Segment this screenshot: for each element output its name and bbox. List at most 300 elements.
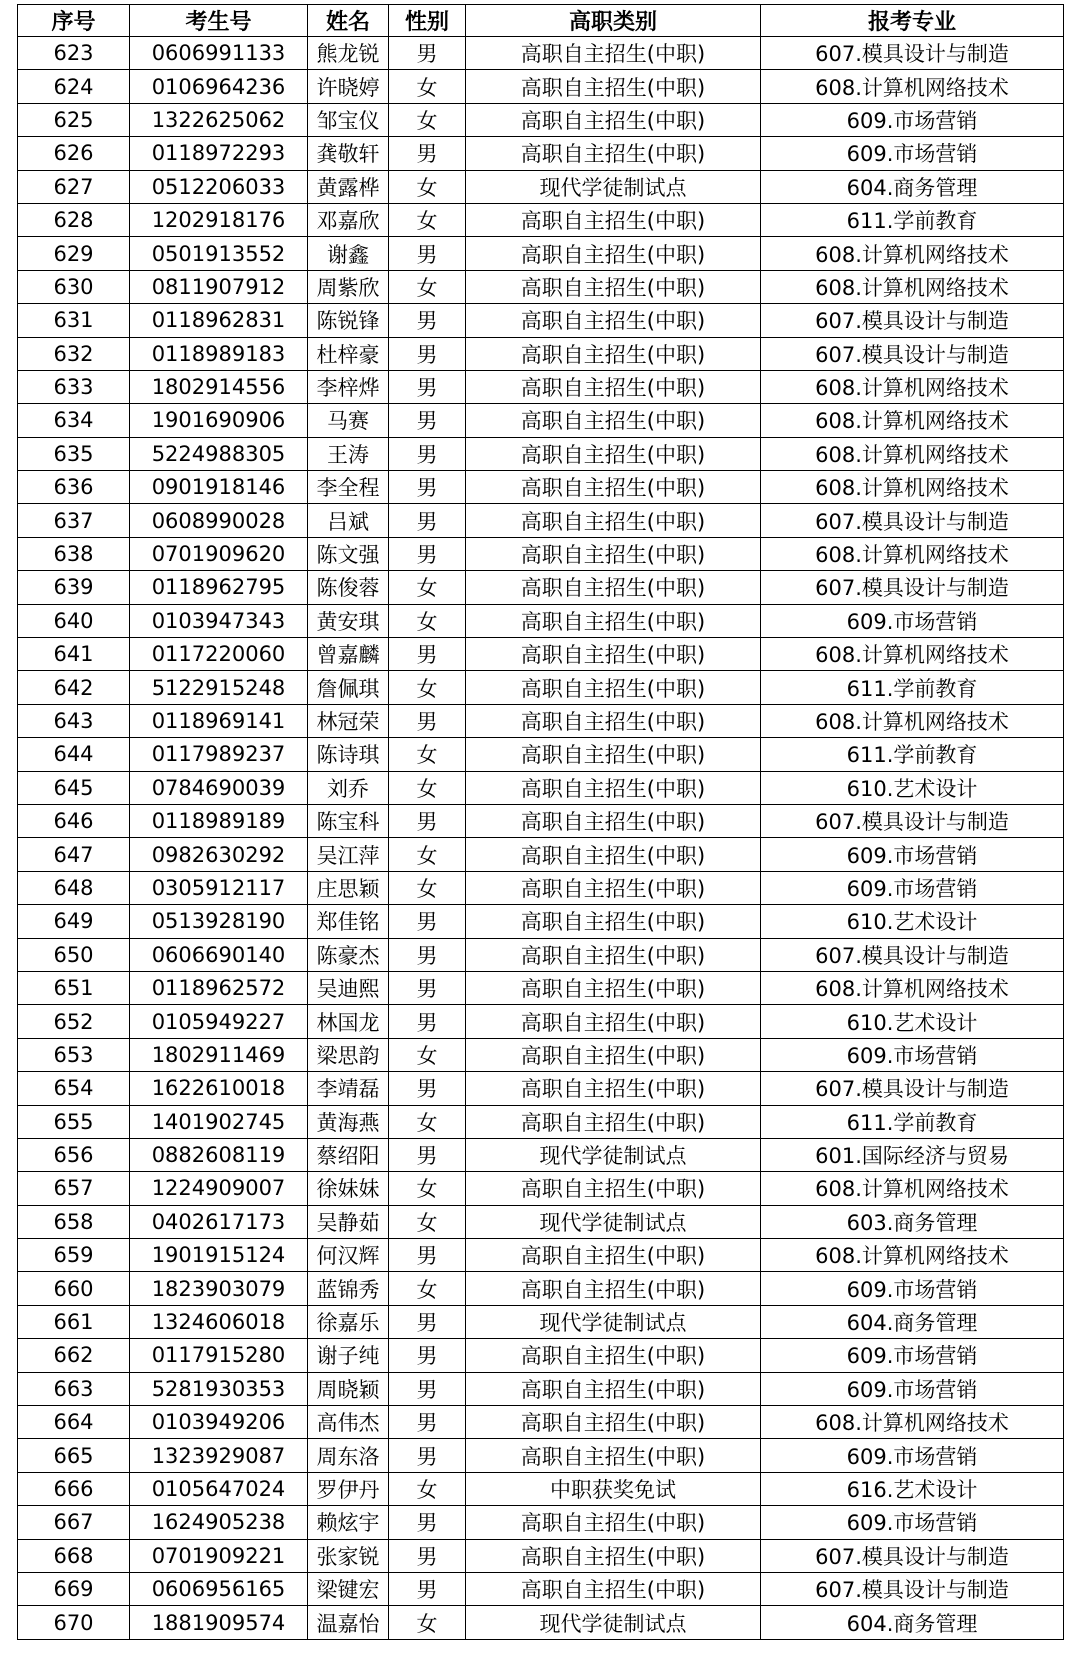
cell-exam-id: 1322625062: [130, 103, 308, 136]
cell-gender: 男: [389, 804, 466, 837]
cell-major: 611.学前教育: [761, 203, 1064, 236]
table-row: [18, 1472, 1064, 1505]
cell-gender: 女: [389, 70, 466, 103]
table-row: [18, 971, 1064, 1004]
cell-exam-id: 0118969141: [130, 704, 308, 737]
cell-category: 高职自主招生(中职): [466, 270, 761, 303]
cell-major: 607.模具设计与制造: [761, 504, 1064, 537]
cell-serial: 656: [18, 1138, 130, 1171]
cell-serial: 632: [18, 337, 130, 370]
cell-exam-id: 1802914556: [130, 370, 308, 403]
cell-major: 608.计算机网络技术: [761, 638, 1064, 671]
cell-category: 高职自主招生(中职): [466, 838, 761, 871]
cell-serial: 635: [18, 437, 130, 470]
cell-gender: 男: [389, 1506, 466, 1539]
cell-major: 609.市场营销: [761, 604, 1064, 637]
cell-category: 高职自主招生(中职): [466, 237, 761, 270]
table-row: [18, 103, 1064, 136]
cell-exam-id: 0105949227: [130, 1005, 308, 1038]
cell-serial: 626: [18, 137, 130, 170]
cell-gender: 男: [389, 1339, 466, 1372]
cell-category: 高职自主招生(中职): [466, 804, 761, 837]
table-row: [18, 1439, 1064, 1472]
cell-exam-id: 5224988305: [130, 437, 308, 470]
cell-serial: 630: [18, 270, 130, 303]
cell-name: 陈宝科: [308, 804, 389, 837]
cell-gender: 女: [389, 1172, 466, 1205]
cell-gender: 男: [389, 1439, 466, 1472]
cell-major: 609.市场营销: [761, 137, 1064, 170]
cell-serial: 657: [18, 1172, 130, 1205]
cell-category: 高职自主招生(中职): [466, 103, 761, 136]
cell-gender: 男: [389, 1138, 466, 1171]
cell-gender: 女: [389, 738, 466, 771]
table-row: [18, 871, 1064, 904]
table-row: [18, 638, 1064, 671]
cell-category: 高职自主招生(中职): [466, 203, 761, 236]
cell-gender: 男: [389, 437, 466, 470]
cell-name: 林冠荣: [308, 704, 389, 737]
cell-serial: 666: [18, 1472, 130, 1505]
cell-exam-id: 0118962831: [130, 304, 308, 337]
cell-gender: 女: [389, 103, 466, 136]
cell-exam-id: 0105647024: [130, 1472, 308, 1505]
cell-category: 高职自主招生(中职): [466, 437, 761, 470]
cell-category: 高职自主招生(中职): [466, 604, 761, 637]
cell-name: 谢子纯: [308, 1339, 389, 1372]
cell-serial: 662: [18, 1339, 130, 1372]
cell-category: 现代学徒制试点: [466, 170, 761, 203]
cell-serial: 661: [18, 1305, 130, 1338]
cell-name: 庄思颖: [308, 871, 389, 904]
cell-gender: 男: [389, 1005, 466, 1038]
cell-exam-id: 0811907912: [130, 270, 308, 303]
cell-name: 曾嘉麟: [308, 638, 389, 671]
cell-category: 高职自主招生(中职): [466, 671, 761, 704]
cell-serial: 636: [18, 471, 130, 504]
cell-serial: 642: [18, 671, 130, 704]
cell-name: 谢鑫: [308, 237, 389, 270]
cell-exam-id: 1324606018: [130, 1305, 308, 1338]
cell-major: 609.市场营销: [761, 103, 1064, 136]
cell-gender: 女: [389, 838, 466, 871]
cell-name: 陈锐锋: [308, 304, 389, 337]
table-row: [18, 203, 1064, 236]
cell-gender: 女: [389, 1205, 466, 1238]
header-gender: 性别: [389, 5, 466, 37]
cell-gender: 男: [389, 1239, 466, 1272]
cell-name: 黄海燕: [308, 1105, 389, 1138]
cell-name: 周紫欣: [308, 270, 389, 303]
cell-name: 陈豪杰: [308, 938, 389, 971]
cell-gender: 男: [389, 404, 466, 437]
cell-exam-id: 0118962795: [130, 571, 308, 604]
cell-major: 609.市场营销: [761, 1372, 1064, 1405]
cell-gender: 女: [389, 203, 466, 236]
cell-serial: 627: [18, 170, 130, 203]
cell-serial: 658: [18, 1205, 130, 1238]
header-major: 报考专业: [761, 5, 1064, 37]
table-row: [18, 1138, 1064, 1171]
cell-gender: 男: [389, 638, 466, 671]
cell-exam-id: 1323929087: [130, 1439, 308, 1472]
admissions-table: [17, 4, 1064, 1640]
cell-name: 吴静茹: [308, 1205, 389, 1238]
cell-major: 611.学前教育: [761, 738, 1064, 771]
cell-category: 中职获奖免试: [466, 1472, 761, 1505]
cell-gender: 女: [389, 871, 466, 904]
cell-major: 608.计算机网络技术: [761, 704, 1064, 737]
cell-major: 608.计算机网络技术: [761, 971, 1064, 1004]
cell-name: 赖炫宇: [308, 1506, 389, 1539]
cell-serial: 637: [18, 504, 130, 537]
table-row: [18, 1239, 1064, 1272]
cell-name: 周晓颖: [308, 1372, 389, 1405]
cell-serial: 646: [18, 804, 130, 837]
cell-name: 蔡绍阳: [308, 1138, 389, 1171]
cell-serial: 653: [18, 1038, 130, 1071]
cell-category: 高职自主招生(中职): [466, 771, 761, 804]
cell-name: 黄安琪: [308, 604, 389, 637]
cell-major: 611.学前教育: [761, 1105, 1064, 1138]
cell-serial: 648: [18, 871, 130, 904]
cell-name: 陈俊蓉: [308, 571, 389, 604]
cell-serial: 651: [18, 971, 130, 1004]
cell-category: 高职自主招生(中职): [466, 1105, 761, 1138]
cell-major: 616.艺术设计: [761, 1472, 1064, 1505]
cell-gender: 男: [389, 1305, 466, 1338]
table-row: [18, 170, 1064, 203]
cell-name: 梁键宏: [308, 1572, 389, 1605]
cell-name: 张家锐: [308, 1539, 389, 1572]
cell-serial: 638: [18, 537, 130, 570]
cell-name: 罗伊丹: [308, 1472, 389, 1505]
cell-exam-id: 5122915248: [130, 671, 308, 704]
cell-major: 607.模具设计与制造: [761, 571, 1064, 604]
cell-name: 吴江萍: [308, 838, 389, 871]
table-row: [18, 1172, 1064, 1205]
cell-category: 高职自主招生(中职): [466, 404, 761, 437]
cell-exam-id: 1901690906: [130, 404, 308, 437]
cell-category: 高职自主招生(中职): [466, 738, 761, 771]
table-row: [18, 304, 1064, 337]
table-row: [18, 1005, 1064, 1038]
cell-gender: 女: [389, 1105, 466, 1138]
cell-gender: 女: [389, 1606, 466, 1639]
table-row: [18, 37, 1064, 70]
cell-serial: 645: [18, 771, 130, 804]
table-row: [18, 237, 1064, 270]
cell-serial: 647: [18, 838, 130, 871]
cell-category: 高职自主招生(中职): [466, 1372, 761, 1405]
table-row: [18, 370, 1064, 403]
cell-serial: 664: [18, 1406, 130, 1439]
cell-name: 黄露桦: [308, 170, 389, 203]
table-row: [18, 1506, 1064, 1539]
table-row: [18, 1205, 1064, 1238]
cell-major: 609.市场营销: [761, 1272, 1064, 1305]
cell-exam-id: 0982630292: [130, 838, 308, 871]
cell-major: 604.商务管理: [761, 1606, 1064, 1639]
cell-exam-id: 1901915124: [130, 1239, 308, 1272]
cell-name: 梁思韵: [308, 1038, 389, 1071]
cell-category: 高职自主招生(中职): [466, 304, 761, 337]
cell-serial: 650: [18, 938, 130, 971]
cell-name: 周东洛: [308, 1439, 389, 1472]
cell-name: 马赛: [308, 404, 389, 437]
cell-name: 龚敬轩: [308, 137, 389, 170]
cell-serial: 644: [18, 738, 130, 771]
cell-major: 609.市场营销: [761, 838, 1064, 871]
cell-exam-id: 0501913552: [130, 237, 308, 270]
cell-exam-id: 0882608119: [130, 1138, 308, 1171]
cell-name: 王涛: [308, 437, 389, 470]
cell-category: 高职自主招生(中职): [466, 471, 761, 504]
cell-gender: 男: [389, 1406, 466, 1439]
cell-exam-id: 1622610018: [130, 1072, 308, 1105]
cell-exam-id: 0117220060: [130, 638, 308, 671]
cell-major: 608.计算机网络技术: [761, 370, 1064, 403]
table-row: [18, 137, 1064, 170]
cell-gender: 男: [389, 704, 466, 737]
cell-category: 高职自主招生(中职): [466, 370, 761, 403]
cell-name: 刘乔: [308, 771, 389, 804]
cell-serial: 652: [18, 1005, 130, 1038]
cell-gender: 男: [389, 1572, 466, 1605]
cell-category: 高职自主招生(中职): [466, 1239, 761, 1272]
cell-category: 高职自主招生(中职): [466, 137, 761, 170]
cell-major: 608.计算机网络技术: [761, 537, 1064, 570]
cell-category: 现代学徒制试点: [466, 1138, 761, 1171]
cell-gender: 女: [389, 771, 466, 804]
cell-major: 607.模具设计与制造: [761, 304, 1064, 337]
cell-major: 608.计算机网络技术: [761, 471, 1064, 504]
header-category: 高职类别: [466, 5, 761, 37]
cell-exam-id: 0118972293: [130, 137, 308, 170]
cell-exam-id: 0305912117: [130, 871, 308, 904]
cell-category: 高职自主招生(中职): [466, 1339, 761, 1372]
table-row: [18, 504, 1064, 537]
cell-category: 高职自主招生(中职): [466, 337, 761, 370]
cell-name: 李全程: [308, 471, 389, 504]
table-row: [18, 70, 1064, 103]
cell-major: 604.商务管理: [761, 170, 1064, 203]
table-row: [18, 471, 1064, 504]
table-row: [18, 905, 1064, 938]
cell-category: 高职自主招生(中职): [466, 70, 761, 103]
cell-major: 607.模具设计与制造: [761, 1072, 1064, 1105]
cell-name: 李梓烨: [308, 370, 389, 403]
cell-exam-id: 0402617173: [130, 1205, 308, 1238]
cell-exam-id: 0606690140: [130, 938, 308, 971]
cell-gender: 女: [389, 1272, 466, 1305]
cell-exam-id: 0118962572: [130, 971, 308, 1004]
cell-name: 吕斌: [308, 504, 389, 537]
cell-major: 609.市场营销: [761, 1439, 1064, 1472]
cell-gender: 女: [389, 671, 466, 704]
cell-major: 607.模具设计与制造: [761, 37, 1064, 70]
cell-name: 林国龙: [308, 1005, 389, 1038]
cell-category: 高职自主招生(中职): [466, 905, 761, 938]
cell-exam-id: 0117989237: [130, 738, 308, 771]
cell-category: 高职自主招生(中职): [466, 971, 761, 1004]
cell-exam-id: 0784690039: [130, 771, 308, 804]
header-exam-id: 考生号: [130, 5, 308, 37]
cell-serial: 663: [18, 1372, 130, 1405]
cell-serial: 659: [18, 1239, 130, 1272]
cell-gender: 女: [389, 571, 466, 604]
table-row: [18, 1305, 1064, 1338]
cell-name: 高伟杰: [308, 1406, 389, 1439]
cell-major: 607.模具设计与制造: [761, 1539, 1064, 1572]
cell-category: 高职自主招生(中职): [466, 938, 761, 971]
cell-exam-id: 0701909221: [130, 1539, 308, 1572]
table-row: [18, 571, 1064, 604]
cell-major: 609.市场营销: [761, 1339, 1064, 1372]
cell-major: 608.计算机网络技术: [761, 270, 1064, 303]
table-row: [18, 404, 1064, 437]
cell-category: 高职自主招生(中职): [466, 1172, 761, 1205]
cell-category: 高职自主招生(中职): [466, 1072, 761, 1105]
cell-name: 徐妹妹: [308, 1172, 389, 1205]
cell-category: 高职自主招生(中职): [466, 704, 761, 737]
cell-category: 现代学徒制试点: [466, 1606, 761, 1639]
cell-serial: 654: [18, 1072, 130, 1105]
cell-exam-id: 0901918146: [130, 471, 308, 504]
cell-gender: 男: [389, 337, 466, 370]
table-row: [18, 1539, 1064, 1572]
cell-name: 陈文强: [308, 537, 389, 570]
cell-gender: 女: [389, 270, 466, 303]
cell-exam-id: 1802911469: [130, 1038, 308, 1071]
cell-name: 邓嘉欣: [308, 203, 389, 236]
cell-gender: 男: [389, 971, 466, 1004]
cell-exam-id: 0103949206: [130, 1406, 308, 1439]
cell-major: 607.模具设计与制造: [761, 337, 1064, 370]
table-row: [18, 270, 1064, 303]
header-name: 姓名: [308, 5, 389, 37]
cell-major: 608.计算机网络技术: [761, 1239, 1064, 1272]
cell-category: 高职自主招生(中职): [466, 1005, 761, 1038]
cell-name: 吴迪熙: [308, 971, 389, 1004]
cell-category: 高职自主招生(中职): [466, 571, 761, 604]
cell-gender: 男: [389, 537, 466, 570]
cell-serial: 660: [18, 1272, 130, 1305]
cell-gender: 男: [389, 938, 466, 971]
table-row: [18, 1038, 1064, 1071]
table-row: [18, 1105, 1064, 1138]
cell-major: 607.模具设计与制造: [761, 804, 1064, 837]
cell-major: 604.商务管理: [761, 1305, 1064, 1338]
cell-serial: 669: [18, 1572, 130, 1605]
cell-gender: 男: [389, 1539, 466, 1572]
cell-name: 詹佩琪: [308, 671, 389, 704]
cell-exam-id: 1823903079: [130, 1272, 308, 1305]
cell-name: 陈诗琪: [308, 738, 389, 771]
cell-gender: 男: [389, 471, 466, 504]
cell-exam-id: 0118989189: [130, 804, 308, 837]
cell-category: 现代学徒制试点: [466, 1205, 761, 1238]
cell-category: 高职自主招生(中职): [466, 1572, 761, 1605]
cell-category: 高职自主招生(中职): [466, 1406, 761, 1439]
cell-category: 高职自主招生(中职): [466, 1038, 761, 1071]
cell-exam-id: 0608990028: [130, 504, 308, 537]
cell-gender: 男: [389, 137, 466, 170]
table-row: [18, 704, 1064, 737]
table-row: [18, 938, 1064, 971]
cell-major: 610.艺术设计: [761, 771, 1064, 804]
cell-name: 何汉辉: [308, 1239, 389, 1272]
table-row: [18, 804, 1064, 837]
cell-major: 608.计算机网络技术: [761, 237, 1064, 270]
cell-gender: 男: [389, 905, 466, 938]
cell-serial: 668: [18, 1539, 130, 1572]
table-row: [18, 838, 1064, 871]
cell-category: 高职自主招生(中职): [466, 638, 761, 671]
cell-serial: 670: [18, 1606, 130, 1639]
cell-major: 603.商务管理: [761, 1205, 1064, 1238]
table-row: [18, 1339, 1064, 1372]
cell-category: 高职自主招生(中职): [466, 871, 761, 904]
cell-exam-id: 1224909007: [130, 1172, 308, 1205]
cell-category: 现代学徒制试点: [466, 1305, 761, 1338]
cell-gender: 女: [389, 1038, 466, 1071]
cell-serial: 640: [18, 604, 130, 637]
table-row: [18, 1406, 1064, 1439]
cell-exam-id: 0117915280: [130, 1339, 308, 1372]
cell-gender: 男: [389, 237, 466, 270]
cell-name: 邹宝仪: [308, 103, 389, 136]
cell-major: 607.模具设计与制造: [761, 938, 1064, 971]
table-body: [18, 37, 1064, 1640]
cell-name: 熊龙锐: [308, 37, 389, 70]
cell-name: 杜梓豪: [308, 337, 389, 370]
cell-exam-id: 1401902745: [130, 1105, 308, 1138]
cell-exam-id: 0103947343: [130, 604, 308, 637]
cell-serial: 623: [18, 37, 130, 70]
cell-category: 高职自主招生(中职): [466, 1539, 761, 1572]
cell-serial: 624: [18, 70, 130, 103]
cell-serial: 633: [18, 370, 130, 403]
cell-category: 高职自主招生(中职): [466, 37, 761, 70]
cell-major: 609.市场营销: [761, 1506, 1064, 1539]
cell-serial: 631: [18, 304, 130, 337]
cell-gender: 男: [389, 1072, 466, 1105]
cell-major: 610.艺术设计: [761, 1005, 1064, 1038]
cell-major: 608.计算机网络技术: [761, 1172, 1064, 1205]
header-row: [18, 5, 1064, 37]
cell-name: 许晓婷: [308, 70, 389, 103]
table-row: [18, 771, 1064, 804]
cell-gender: 女: [389, 604, 466, 637]
cell-major: 607.模具设计与制造: [761, 1572, 1064, 1605]
table-row: [18, 437, 1064, 470]
cell-major: 609.市场营销: [761, 871, 1064, 904]
cell-gender: 男: [389, 37, 466, 70]
cell-category: 高职自主招生(中职): [466, 504, 761, 537]
cell-exam-id: 0606991133: [130, 37, 308, 70]
cell-serial: 649: [18, 905, 130, 938]
table-row: [18, 1272, 1064, 1305]
cell-major: 601.国际经济与贸易: [761, 1138, 1064, 1171]
cell-serial: 655: [18, 1105, 130, 1138]
cell-serial: 643: [18, 704, 130, 737]
cell-exam-id: 0701909620: [130, 537, 308, 570]
table-row: [18, 337, 1064, 370]
cell-major: 610.艺术设计: [761, 905, 1064, 938]
cell-gender: 男: [389, 504, 466, 537]
cell-name: 温嘉怡: [308, 1606, 389, 1639]
